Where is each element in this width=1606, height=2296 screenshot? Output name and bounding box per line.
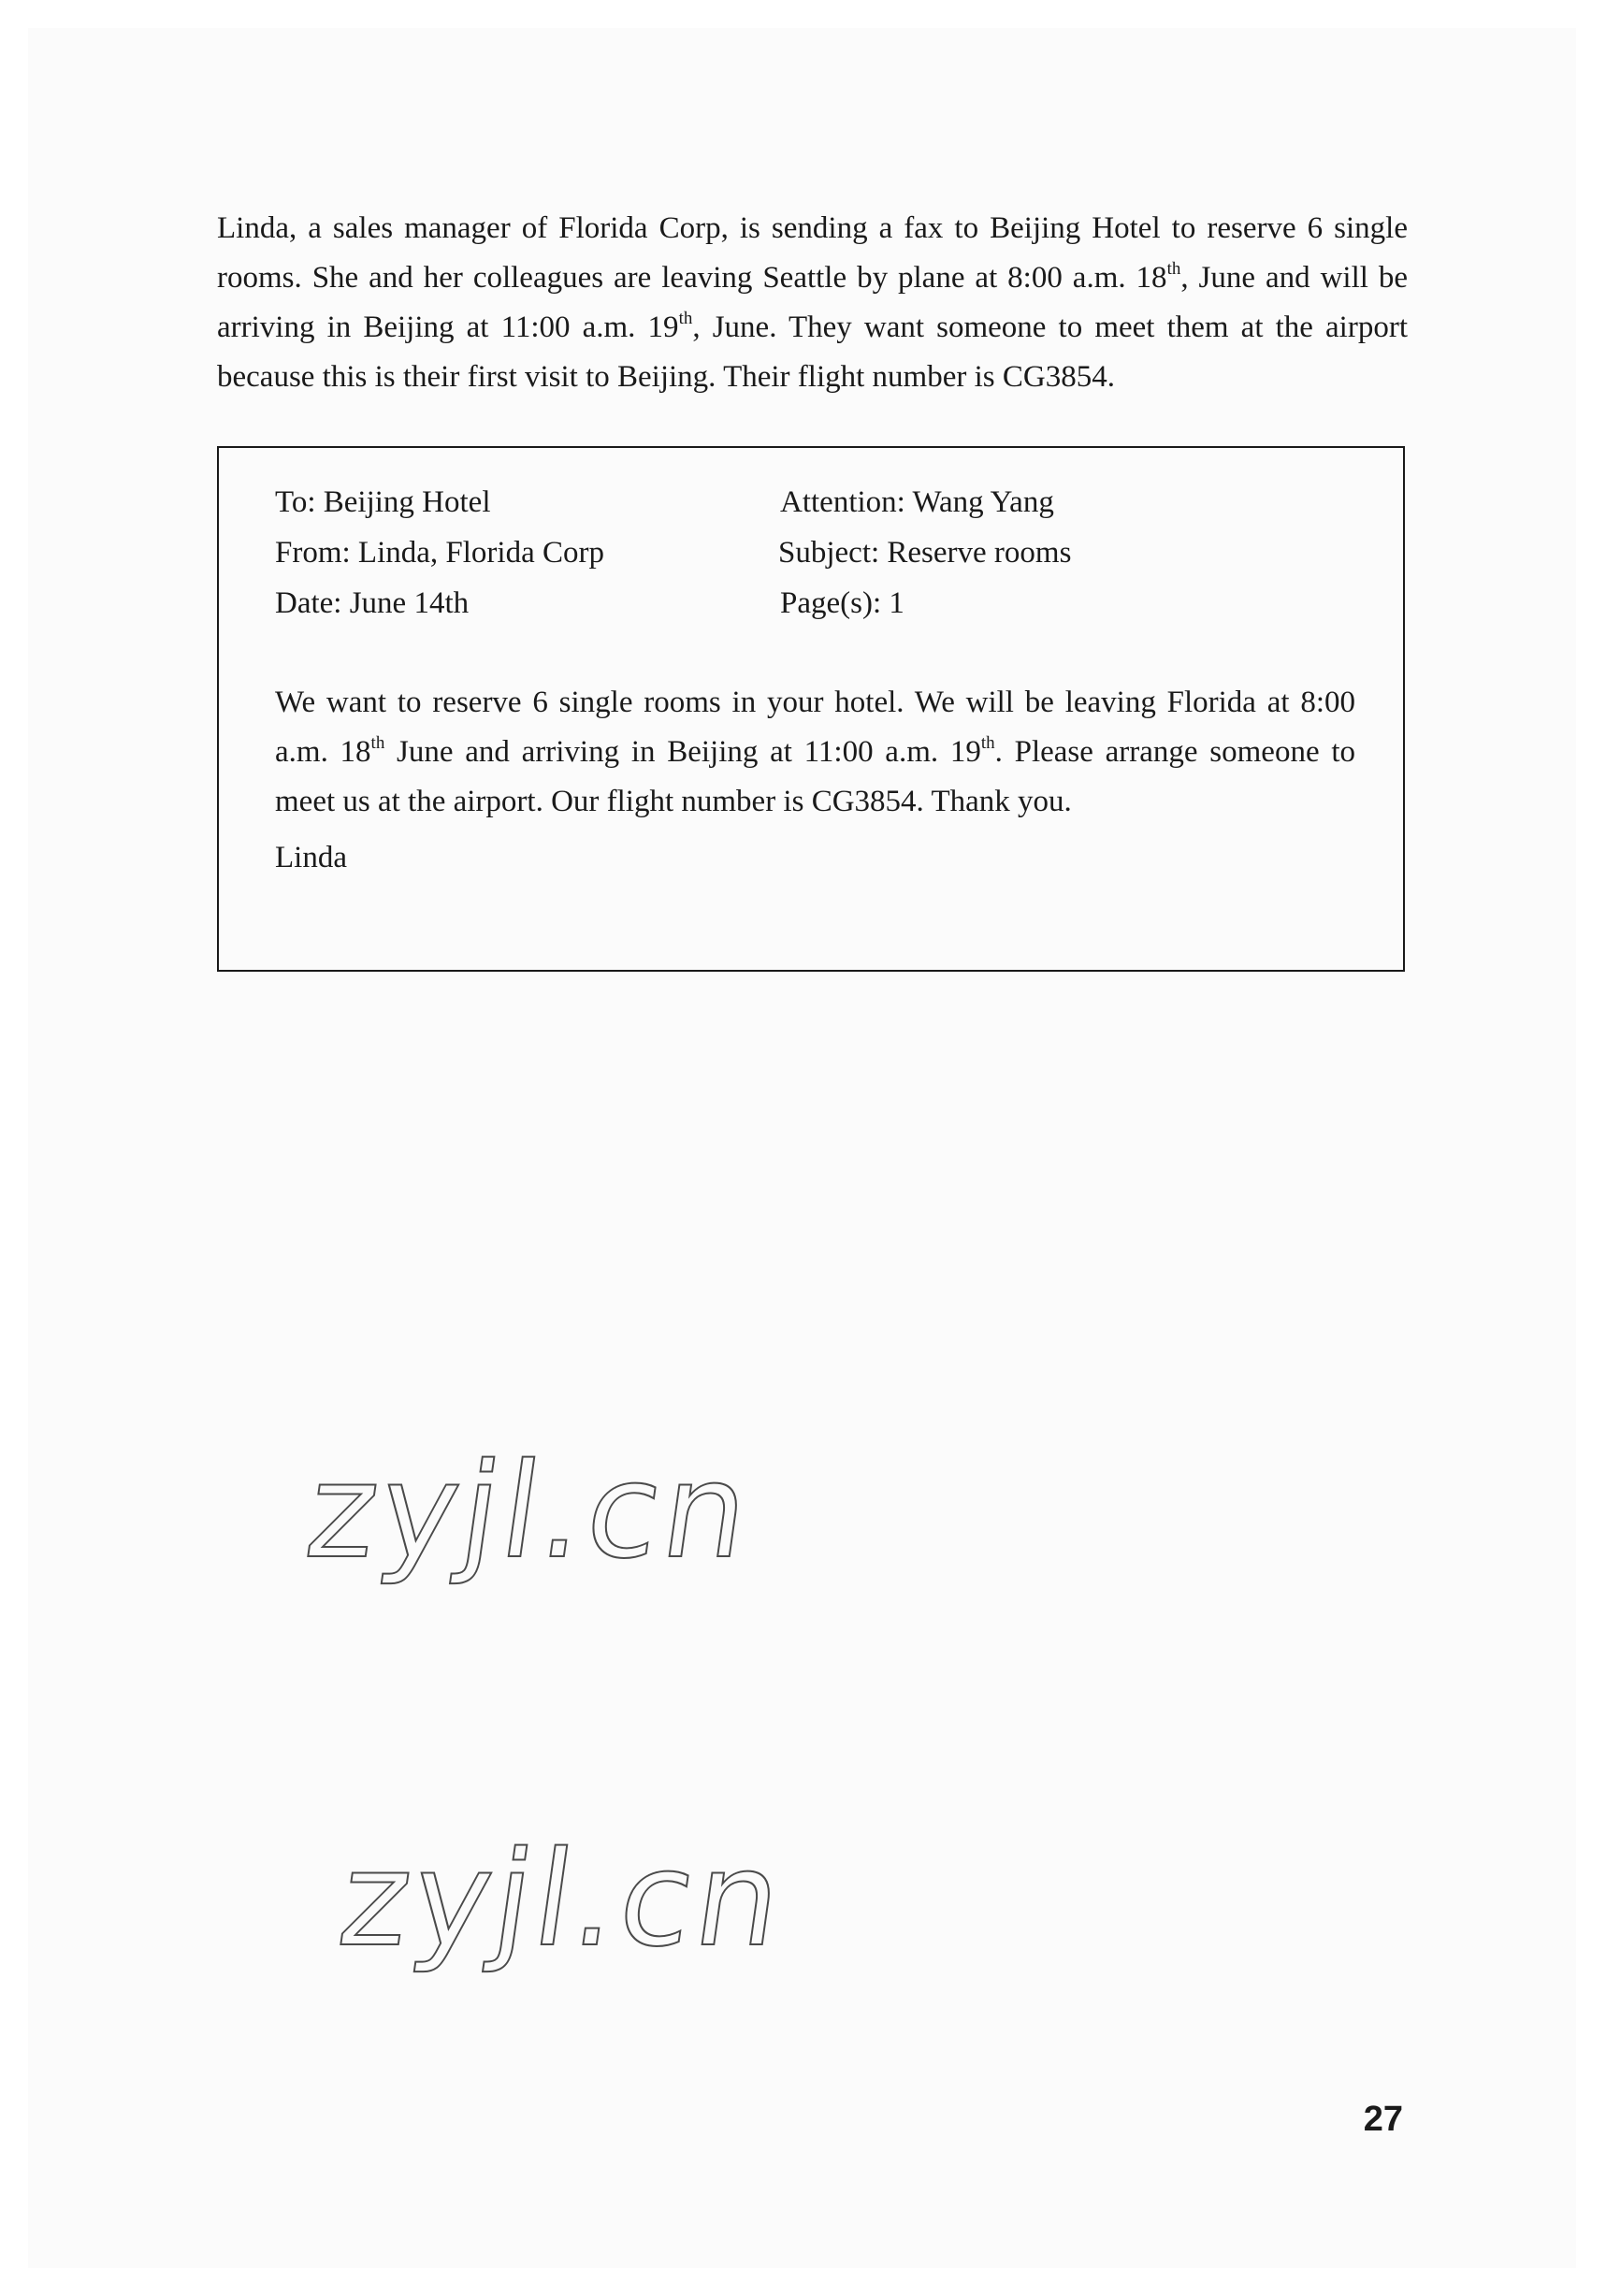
fax-from: From: Linda, Florida Corp bbox=[275, 536, 604, 570]
intro-ordinal-1: th bbox=[1166, 259, 1181, 279]
watermark: zyjl.cn bbox=[297, 1436, 761, 1588]
fax-ordinal-1: th bbox=[370, 733, 385, 753]
watermark: zyjl.cn bbox=[330, 1824, 794, 1976]
fax-attention: Attention: Wang Yang bbox=[780, 485, 1054, 519]
fax-message bbox=[275, 678, 1355, 827]
page-number: 27 bbox=[1363, 2100, 1403, 2139]
intro-text-2: , June and will be arriving in Beijing at 11:00 a.m. 19 bbox=[217, 261, 1408, 344]
fax-form bbox=[217, 446, 1405, 972]
fax-text-2: June and arriving in Beijing at 11:00 a.m. 19 bbox=[384, 735, 981, 769]
fax-to: To: Beijing Hotel bbox=[275, 485, 491, 519]
fax-pages: Page(s): 1 bbox=[780, 586, 904, 620]
fax-text-3: . Please arrange someone to meet us at the airport. Our flight number is CG3854. Thank you. bbox=[275, 735, 1355, 818]
intro-text-3: , June. They want someone to meet them at the airport because this is their first visit to Beijing. Their flight number is CG3854. bbox=[217, 310, 1409, 394]
fax-text-1: We want to reserve 6 single rooms in your hotel. We will be leaving Florida at 8:00 a.m. 18 bbox=[275, 686, 1355, 769]
intro-ordinal-2: th bbox=[678, 309, 693, 328]
fax-ordinal-2: th bbox=[980, 733, 995, 753]
intro-paragraph bbox=[217, 204, 1408, 402]
document-page bbox=[28, 28, 1576, 2268]
intro-text-1: Linda, a sales manager of Florida Corp, is sending a fax to Beijing Hotel to reserve 6 single rooms. She and her colleagues are leaving Seattle by plane at 8:00 a.m. 18 bbox=[217, 211, 1408, 295]
fax-date: Date: June 14th bbox=[275, 586, 470, 620]
fax-signature: Linda bbox=[275, 841, 347, 874]
fax-subject: Subject: Reserve rooms bbox=[778, 536, 1072, 570]
